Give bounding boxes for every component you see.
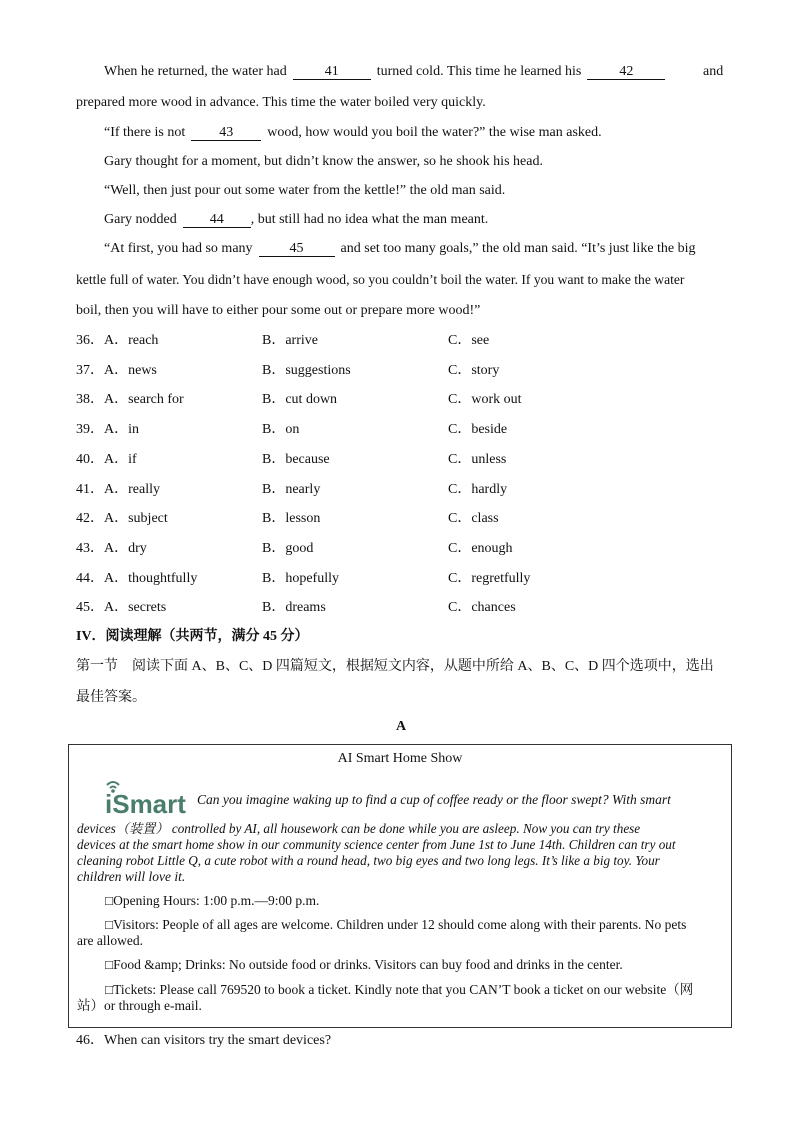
- option-b: B．nearly: [262, 481, 321, 497]
- option-number: 45．: [76, 600, 104, 616]
- option-c: C．unless: [448, 451, 507, 467]
- option-number: 44．: [76, 570, 104, 586]
- ad-intro-line: cleaning robot Little Q, a cute robot with a round head, two big eyes and two long legs. It’s like a big toy. Your: [77, 853, 660, 868]
- passage-text: turned cold. This time he learned his: [376, 64, 582, 79]
- option-number: 41．: [76, 481, 104, 497]
- passage-text: and set too many goals,” the old man said. “It’s just like the big: [340, 241, 696, 256]
- ad-tickets: 站）or through e-mail.: [77, 998, 202, 1013]
- section-instruction: 最佳答案。: [76, 690, 146, 705]
- ismart-logo: [103, 777, 197, 817]
- option-c: C．class: [448, 511, 499, 527]
- passage-line-8: kettle full of water. You didn’t have enough wood, so you couldn’t boil the water. If you want to make the water: [76, 272, 685, 287]
- option-b: B．because: [262, 451, 330, 467]
- section-instruction: 第一节 阅读下面 A、B、C、D 四篇短文，根据短文内容，从题中所给 A、B、C、D 四个选项中，选出: [76, 659, 714, 674]
- option-a: A．dry: [104, 540, 147, 556]
- option-b: B．hopefully: [262, 570, 339, 586]
- option-row: [76, 362, 736, 380]
- passage-text: “At first, you had so many: [104, 241, 253, 256]
- option-c: C．regretfully: [448, 570, 531, 586]
- passage-text: wood, how would you boil the water?” the wise man asked.: [267, 125, 602, 140]
- passage-line-2: prepared more wood in advance. This time the water boiled very quickly.: [76, 95, 486, 110]
- passage-line-3: [104, 124, 602, 142]
- option-number: 42．: [76, 511, 104, 527]
- passage-letter: A: [396, 719, 407, 734]
- option-row: [76, 481, 736, 499]
- option-b: B．lesson: [262, 511, 321, 527]
- blank-44: 44: [183, 212, 251, 228]
- blank-42: 42: [587, 64, 665, 80]
- option-b: B．good: [262, 540, 314, 556]
- passage-line-5: “Well, then just pour out some water from the kettle!” the old man said.: [104, 183, 506, 198]
- ad-visitors: □Visitors: People of all ages are welcome. Children under 12 should come along with their parents. No pets: [105, 917, 687, 932]
- option-c: C．work out: [448, 392, 522, 408]
- option-number: 36．: [76, 333, 104, 348]
- option-a: A．search for: [104, 392, 184, 408]
- option-b: B．suggestions: [262, 362, 351, 378]
- option-a: A．reach: [104, 333, 159, 348]
- option-a: A．news: [104, 362, 157, 378]
- option-number: 43．: [76, 540, 104, 556]
- option-row: [76, 599, 736, 617]
- ad-intro-line: children will love it.: [77, 869, 186, 884]
- option-a: A．if: [104, 451, 137, 467]
- ad-visitors: are allowed.: [77, 933, 143, 948]
- question-46: 46．When can visitors try the smart devices?: [76, 1033, 332, 1048]
- option-a: A．subject: [104, 511, 168, 527]
- passage-line-6: [104, 211, 488, 229]
- option-number: 39．: [76, 422, 104, 438]
- passage-text: “If there is not: [104, 125, 186, 140]
- option-row: [76, 391, 736, 409]
- passage-line-7: [104, 240, 696, 258]
- blank-43: 43: [191, 125, 261, 141]
- option-b: B．arrive: [262, 333, 318, 348]
- ad-intro-line: Can you imagine waking up to find a cup of coffee ready or the floor swept? With smart: [197, 792, 671, 807]
- passage-text: Gary nodded: [104, 212, 177, 227]
- option-c: C．beside: [448, 422, 508, 438]
- option-c: C．see: [448, 333, 490, 348]
- logo-text: iSmart: [105, 789, 186, 817]
- ad-food: □Food &amp; Drinks: No outside food or drinks. Visitors can buy food and drinks in the center.: [105, 957, 623, 972]
- option-row: [76, 540, 736, 558]
- option-row: [76, 332, 736, 350]
- option-row: [76, 570, 736, 588]
- section-heading: IV．阅读理解（共两节，满分 45 分）: [76, 629, 309, 644]
- option-number: 40．: [76, 451, 104, 467]
- blank-41: 41: [293, 64, 371, 80]
- option-c: C．hardly: [448, 481, 508, 497]
- ad-title: AI Smart Home Show: [337, 751, 463, 766]
- passage-line-4: Gary thought for a moment, but didn’t know the answer, so he shook his head.: [104, 154, 543, 169]
- ad-hours: □Opening Hours: 1:00 p.m.—9:00 p.m.: [105, 893, 320, 908]
- option-row: [76, 451, 736, 469]
- option-b: B．dreams: [262, 600, 326, 616]
- passage-line-9: boil, then you will have to either pour some out or prepare more wood!”: [76, 303, 481, 318]
- option-a: A．secrets: [104, 600, 167, 616]
- option-number: 38．: [76, 392, 104, 408]
- ad-tickets: □Tickets: Please call 769520 to book a ticket. Kindly note that you CAN’T book a ticket on our website（网: [105, 982, 694, 997]
- option-a: A．thoughtfully: [104, 570, 198, 586]
- blank-45: 45: [259, 241, 335, 257]
- ad-intro-line: devices（装置） controlled by AI, all housework can be done while you are asleep. Now you can try these: [77, 821, 641, 836]
- passage-text: , but still had no idea what the man meant.: [250, 212, 489, 227]
- passage-line-1: [104, 63, 671, 81]
- option-a: A．in: [104, 422, 139, 438]
- option-row: [76, 421, 736, 439]
- passage-text: When he returned, the water had: [104, 64, 287, 79]
- option-c: C．enough: [448, 540, 513, 556]
- option-row: [76, 510, 736, 528]
- option-b: B．cut down: [262, 392, 338, 408]
- option-b: B．on: [262, 422, 300, 438]
- option-a: A．really: [104, 481, 160, 497]
- option-c: C．chances: [448, 600, 516, 616]
- option-c: C．story: [448, 362, 500, 378]
- ad-intro-line: devices at the smart home show in our community science center from June 1st to June 14th. Children can try out: [77, 837, 676, 852]
- ad-box: [68, 744, 732, 1028]
- option-number: 37．: [76, 362, 104, 378]
- passage-text: and: [703, 64, 724, 79]
- wifi-icon: [103, 777, 197, 817]
